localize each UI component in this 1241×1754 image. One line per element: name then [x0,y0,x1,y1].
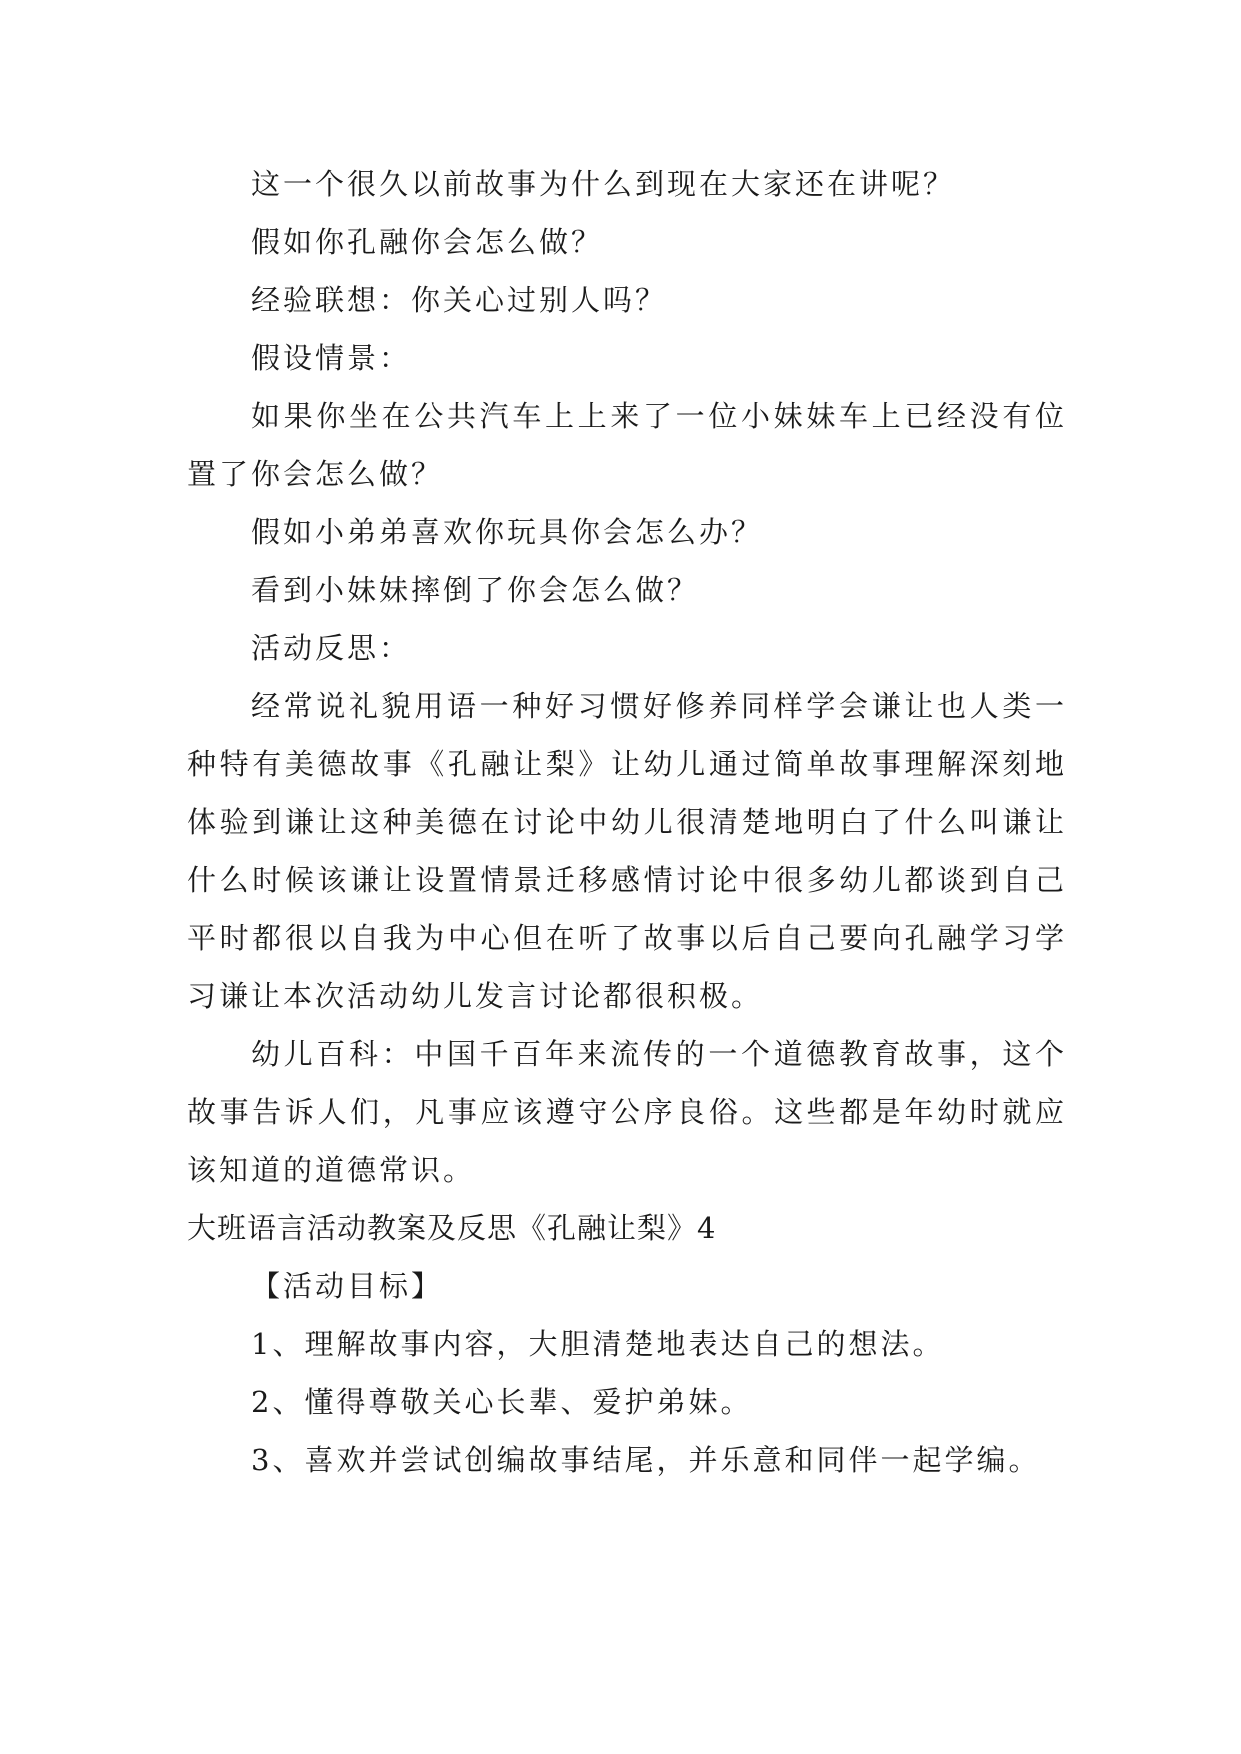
paragraph: 这一个很久以前故事为什么到现在大家还在讲呢？ [251,167,956,201]
goal-item: 1、理解故事内容，大胆清楚地表达自己的想法。 [251,1327,945,1361]
document-body [187,155,1067,1489]
paragraph: 假如你孔融你会怎么做？ [251,225,604,259]
paragraph: 经验联想：你关心过别人吗？ [251,283,668,317]
goals-heading: 【活动目标】 [251,1269,444,1303]
paragraph: 经常说礼貌用语一种好习惯好修养同样学会谦让也人类一种特有美德故事《孔融让梨》让幼儿通过简单故事理解深刻地体验到谦让这种美德在讨论中幼儿很清楚地明白了什么叫谦让什么时候该谦让设置情景迁移感情讨论中很多幼儿都谈到自己平时都很以自我为中心但在听了故事以后自己要向孔融学习学习谦让本次活动幼儿发言讨论都很积极。 [187,689,1067,1013]
goal-item: 3、喜欢并尝试创编故事结尾，并乐意和同伴一起学编。 [251,1443,1041,1477]
paragraph: 幼儿百科：中国千百年来流传的一个道德教育故事，这个故事告诉人们，凡事应该遵守公序良俗。这些都是年幼时就应该知道的道德常识。 [187,1037,1067,1187]
goal-item: 2、懂得尊敬关心长辈、爱护弟妹。 [251,1385,753,1419]
paragraph: 活动反思： [251,631,412,665]
paragraph: 如果你坐在公共汽车上上来了一位小妹妹车上已经没有位置了你会怎么做？ [187,399,1067,491]
paragraph: 假如小弟弟喜欢你玩具你会怎么办？ [251,515,764,549]
section-title: 大班语言活动教案及反思《孔融让梨》4 [187,1211,717,1245]
paragraph: 看到小妹妹摔倒了你会怎么做？ [251,573,700,607]
paragraph: 假设情景： [251,341,412,375]
